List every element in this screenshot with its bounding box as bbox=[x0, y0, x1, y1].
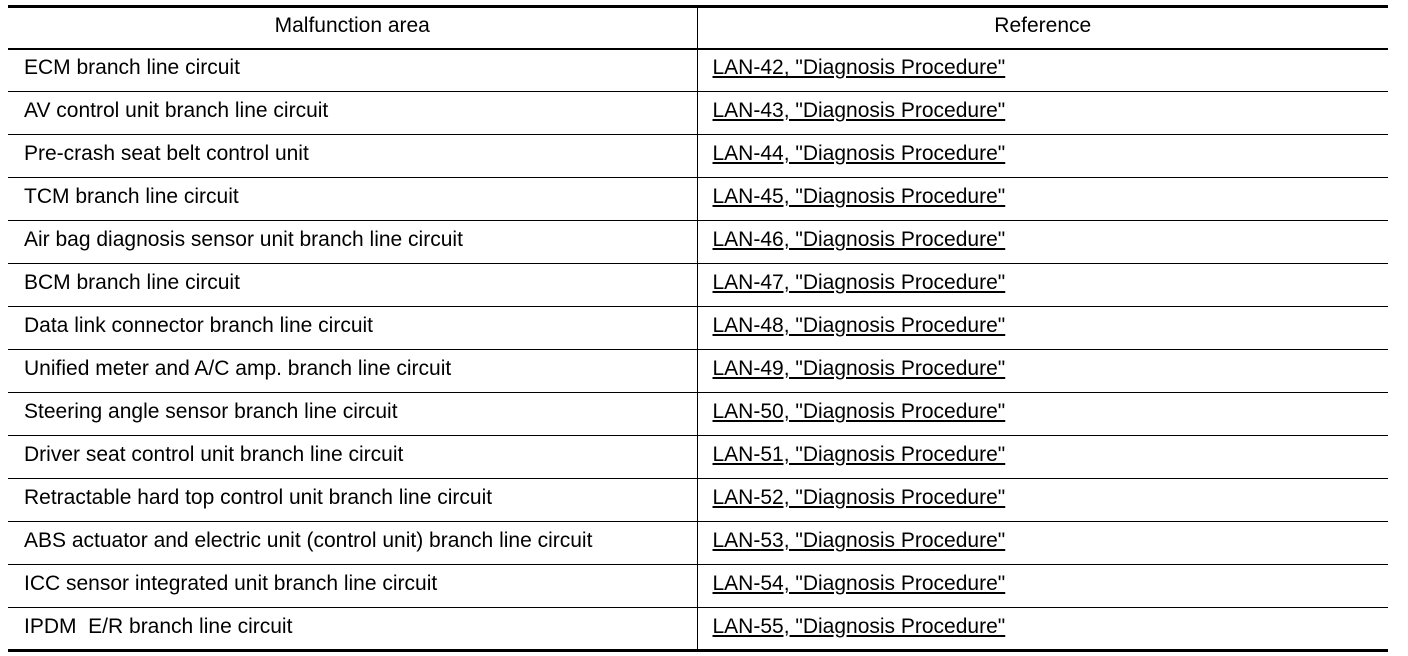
table-row bbox=[8, 135, 1388, 178]
reference-cell bbox=[697, 135, 1388, 178]
table-row bbox=[8, 479, 1388, 522]
table-header bbox=[8, 7, 1388, 49]
table-row bbox=[8, 178, 1388, 221]
reference-link[interactable]: LAN-54, "Diagnosis Procedure" bbox=[712, 572, 1006, 595]
table-row bbox=[8, 608, 1388, 651]
table-row bbox=[8, 221, 1388, 264]
reference-cell bbox=[697, 436, 1388, 479]
diagnosis-reference-table-container bbox=[8, 5, 1388, 652]
reference-cell bbox=[697, 393, 1388, 436]
table-row bbox=[8, 92, 1388, 135]
reference-link[interactable]: LAN-45, "Diagnosis Procedure" bbox=[712, 185, 1006, 208]
reference-cell bbox=[697, 565, 1388, 608]
reference-link[interactable]: LAN-49, "Diagnosis Procedure" bbox=[712, 357, 1006, 380]
reference-cell bbox=[697, 178, 1388, 221]
table-row bbox=[8, 307, 1388, 350]
malfunction-area-cell: IPDM E/R branch line circuit bbox=[24, 614, 293, 638]
malfunction-area-cell: ABS actuator and electric unit (control unit) branch line circuit bbox=[24, 529, 593, 552]
table-row bbox=[8, 49, 1388, 92]
reference-cell bbox=[697, 307, 1388, 350]
reference-link[interactable]: LAN-46, "Diagnosis Procedure" bbox=[712, 228, 1006, 251]
reference-cell bbox=[697, 350, 1388, 393]
reference-cell bbox=[697, 522, 1388, 565]
reference-cell bbox=[697, 49, 1388, 92]
malfunction-area-cell: Data link connector branch line circuit bbox=[24, 314, 374, 337]
reference-link[interactable]: LAN-51, "Diagnosis Procedure" bbox=[712, 443, 1006, 466]
malfunction-area-cell: BCM branch line circuit bbox=[24, 271, 240, 294]
reference-link[interactable]: LAN-52, "Diagnosis Procedure" bbox=[712, 486, 1006, 509]
reference-link[interactable]: LAN-53, "Diagnosis Procedure" bbox=[712, 529, 1006, 552]
table-body bbox=[8, 49, 1388, 651]
reference-cell bbox=[697, 221, 1388, 264]
reference-cell bbox=[697, 92, 1388, 135]
malfunction-area-cell: ICC sensor integrated unit branch line circuit bbox=[24, 572, 438, 595]
reference-link[interactable]: LAN-55, "Diagnosis Procedure" bbox=[712, 614, 1006, 638]
reference-link[interactable]: LAN-44, "Diagnosis Procedure" bbox=[712, 142, 1006, 165]
header-row bbox=[8, 7, 1388, 49]
malfunction-area-cell: Air bag diagnosis sensor unit branch line circuit bbox=[24, 228, 463, 251]
malfunction-area-cell: Pre-crash seat belt control unit bbox=[24, 142, 309, 165]
malfunction-area-cell: Unified meter and A/C amp. branch line circuit bbox=[24, 357, 452, 380]
reference-cell bbox=[697, 264, 1388, 307]
table-row bbox=[8, 436, 1388, 479]
table-row bbox=[8, 393, 1388, 436]
reference-link[interactable]: LAN-47, "Diagnosis Procedure" bbox=[712, 271, 1006, 294]
reference-link[interactable]: LAN-43, "Diagnosis Procedure" bbox=[712, 99, 1006, 122]
table-row bbox=[8, 565, 1388, 608]
malfunction-area-cell: AV control unit branch line circuit bbox=[24, 99, 329, 122]
malfunction-area-cell: TCM branch line circuit bbox=[24, 185, 239, 208]
malfunction-area-cell: Driver seat control unit branch line circuit bbox=[24, 443, 404, 466]
malfunction-area-cell: Retractable hard top control unit branch line circuit bbox=[24, 486, 493, 509]
diagnosis-reference-table bbox=[8, 5, 1388, 652]
column-header-malfunction-area: Malfunction area bbox=[274, 13, 430, 37]
malfunction-area-cell: ECM branch line circuit bbox=[24, 56, 240, 80]
table-row bbox=[8, 350, 1388, 393]
reference-link[interactable]: LAN-42, "Diagnosis Procedure" bbox=[712, 56, 1006, 80]
reference-link[interactable]: LAN-50, "Diagnosis Procedure" bbox=[712, 400, 1006, 423]
table-row bbox=[8, 522, 1388, 565]
column-header-reference: Reference bbox=[697, 7, 1388, 49]
malfunction-area-cell: Steering angle sensor branch line circuit bbox=[24, 400, 398, 423]
reference-cell bbox=[697, 608, 1388, 651]
reference-link[interactable]: LAN-48, "Diagnosis Procedure" bbox=[712, 314, 1006, 337]
table-row bbox=[8, 264, 1388, 307]
reference-cell bbox=[697, 479, 1388, 522]
